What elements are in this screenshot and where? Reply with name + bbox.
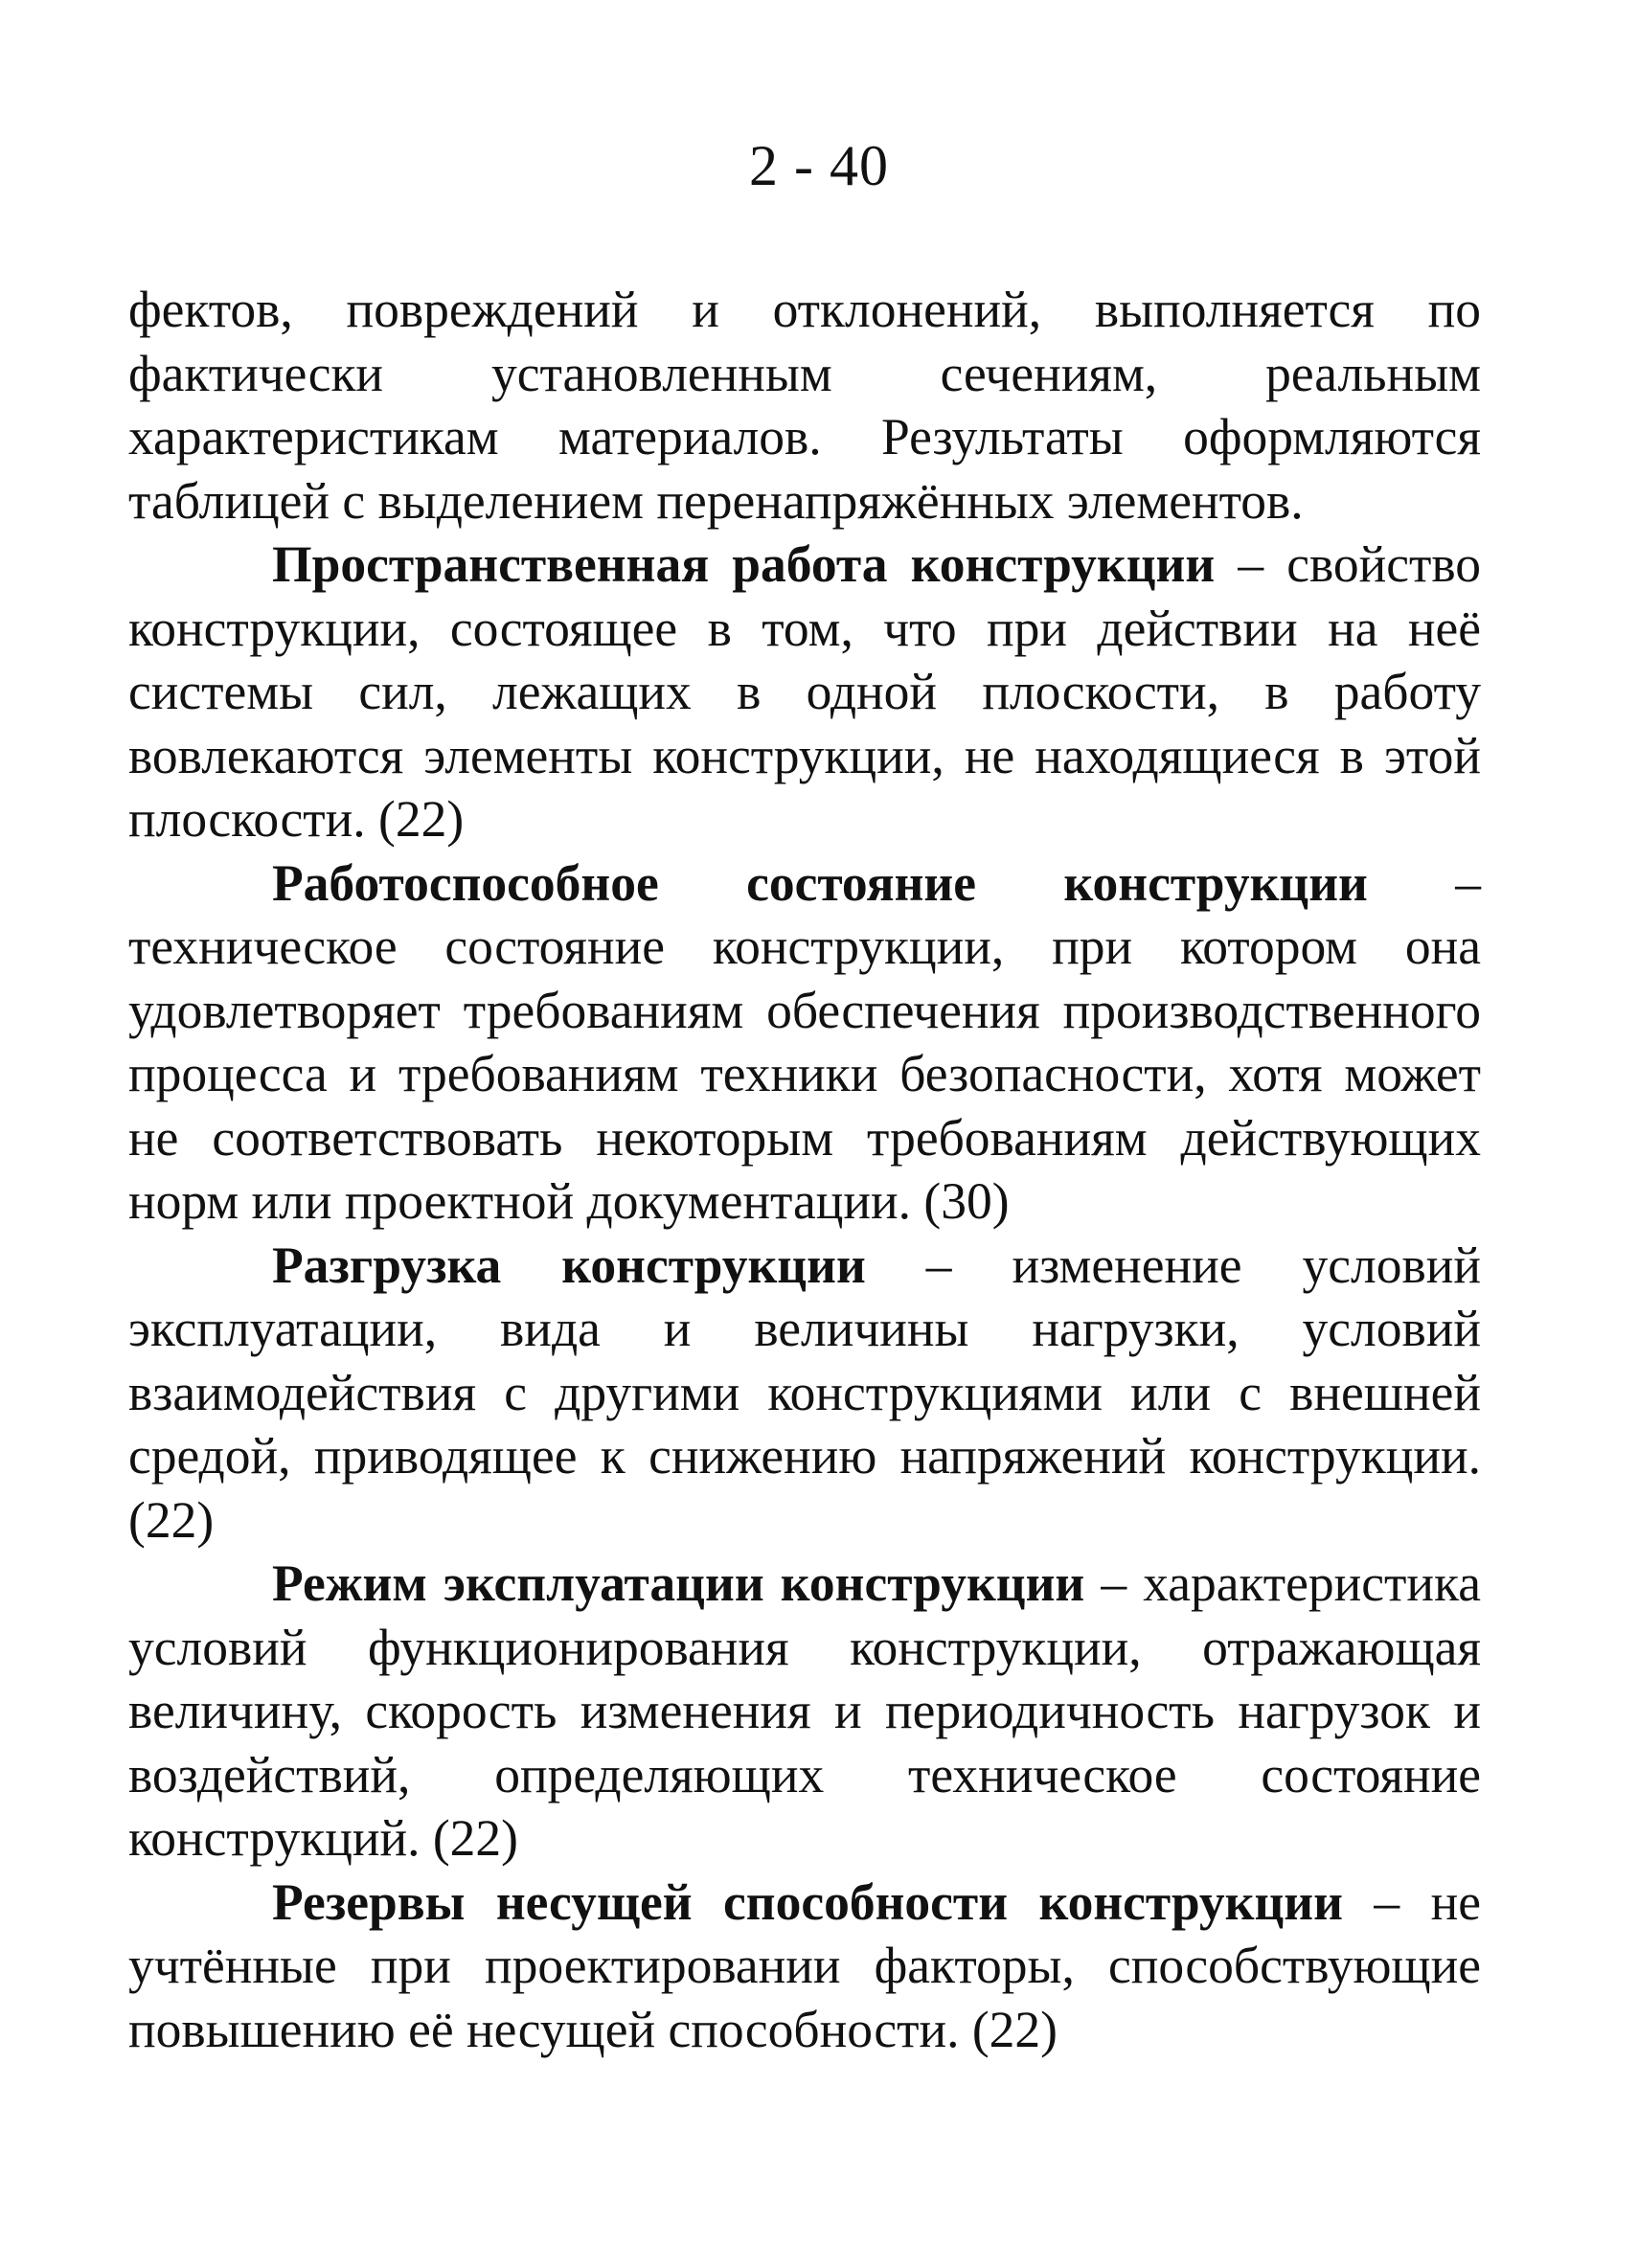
glossary-term: Резервы несущей способности конструкции: [272, 1872, 1343, 1931]
glossary-entry: [128, 1552, 1481, 1871]
glossary-term: Разгрузка конструкции: [272, 1236, 866, 1294]
glossary-entry: [128, 1871, 1481, 2062]
intro-paragraph: фектов, повреждений и отклонений, выполняется по фактически установленным сечениям, реальным характеристикам материалов. Результаты оформляются таблицей с выделением перенапряжённых элементов.: [128, 281, 1481, 530]
glossary-entry: [128, 851, 1481, 1234]
glossary-term: Работоспособное состояние конструкции: [272, 853, 1368, 912]
body-text: [128, 278, 1481, 2061]
glossary-entry: [128, 1234, 1481, 1553]
glossary-definition: – не учтённые при проектировании факторы, способствующие повышению её несущей способности. (22): [128, 1872, 1481, 2058]
glossary-definition: – характеристика условий функционирования конструкции, отражающая величину, скорость изменения и периодичность нагрузок и воздействий, определяющих техническое состояние конструкций. (22): [128, 1554, 1481, 1867]
glossary-entry: [128, 533, 1481, 851]
glossary-definition: – техническое состояние конструкции, при котором она удовлетворяет требованиям обеспечения производственного процесса и требованиям техники безопасности, хотя может не соответствовать некоторым требованиям действующих норм или проектной документации. (30): [128, 853, 1482, 1230]
glossary-definition: – изменение условий эксплуатации, вида и величины нагрузки, условий взаимодействия с другими конструкциями или с внешней средой, приводящее к снижению напряжений конструкции. (22): [128, 1236, 1481, 1549]
glossary-term: Режим эксплуатации конструкции: [272, 1554, 1085, 1612]
glossary-term: Пространственная работа конструкции: [272, 535, 1216, 593]
page-number: 2 - 40: [749, 134, 889, 197]
glossary-definition: – свойство конструкции, состоящее в том, что при действии на неё системы сил, лежащих в одной плоскости, в работу вовлекаются элементы конструкции, не находящиеся в этой плоскости. (22): [128, 535, 1481, 848]
